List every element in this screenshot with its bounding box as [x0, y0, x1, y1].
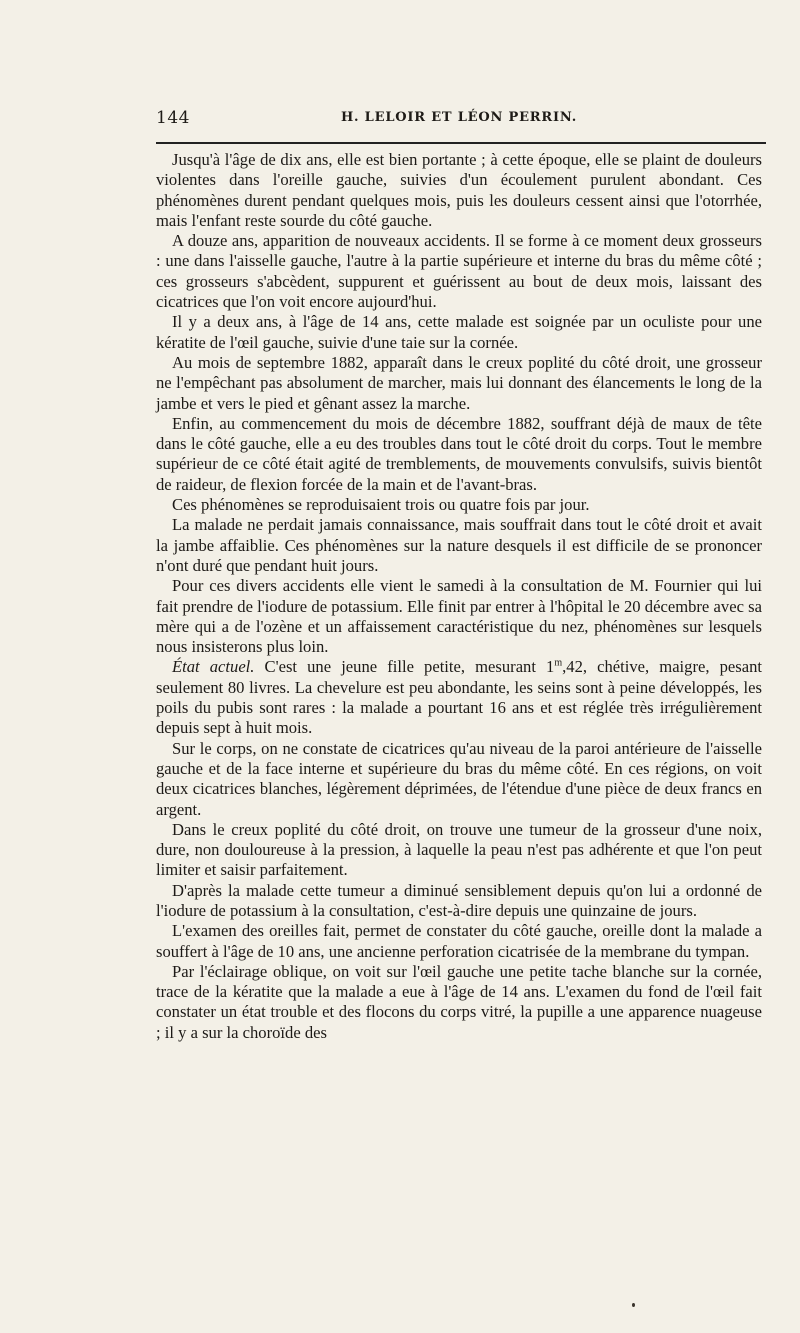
- paragraph: Sur le corps, on ne constate de cicatrices qu'au niveau de la paroi antérieure de l'aisselle gauche et de la face interne et supérieure du bras du même côté. En ces régions, on voit deux cicatrices blanches, légèrement déprimées, de l'étendue d'une pièce de deux francs en argent.: [156, 738, 762, 819]
- running-title: H. LELOIR ET LÉON PERRIN.: [340, 110, 578, 125]
- paragraph: La malade ne perdait jamais connaissance, mais souffrait dans tout le côté droit et avait la jambe affaiblie. Ces phénomènes sur la nature desquels il est difficile de se prononcer n'ont duré que pendant huit jours.: [156, 515, 762, 575]
- paragraph: A douze ans, apparition de nouveaux accidents. Il se forme à ce moment deux grosseurs : une dans l'aisselle gauche, l'autre à la partie supérieure et interne du bras du même côté ; ces grosseurs s'abcèdent, suppurent et guérissent au bout de deux mois, laissant des cicatrices que l'on voit encore aujourd'hui.: [156, 231, 762, 312]
- header-rule: [156, 142, 766, 144]
- superscript: m: [554, 657, 563, 669]
- paragraph: Enfin, au commencement du mois de décembre 1882, souffrant déjà de maux de tête dans le côté gauche, elle a eu des troubles dans tout le côté droit du corps. Tout le membre supérieur de ce côté était agité de tremblements, de mouvements convulsifs, suivis bientôt de raideur, de flexion forcée de la main et de l'avant-bras.: [156, 413, 762, 494]
- paragraph: L'examen des oreilles fait, permet de constater du côté gauche, oreille dont la malade a souffert à l'âge de 10 ans, une ancienne perforation cicatrisée de la membrane du tympan.: [156, 921, 762, 961]
- page-header: [156, 108, 762, 132]
- section-lead: État actuel.: [172, 657, 255, 677]
- paragraph: Dans le creux poplité du côté droit, on trouve une tumeur de la grosseur d'une noix, dure, non douloureuse à la pression, à laquelle la peau n'est pas adhérente et que l'on peut limiter et saisir parfaitement.: [156, 819, 762, 880]
- ink-speck: [632, 1303, 635, 1307]
- paragraph: Jusqu'à l'âge de dix ans, elle est bien portante ; à cette époque, elle se plaint de douleurs violentes dans l'oreille gauche, suivies d'un écoulement purulent abondant. Ces phénomènes durent pendant quelques mois, puis les douleurs cessent ainsi que l'otorrhée, mais l'enfant reste sourde du côté gauche.: [156, 150, 762, 230]
- paragraph-etat-actuel: [156, 657, 762, 738]
- paragraph: Au mois de septembre 1882, apparaît dans le creux poplité du côté droit, une grosseur ne l'empêchant pas absolument de marcher, mais lui donnant des élancements le long de la jambe et vers le pied et gênant assez la marche.: [156, 352, 762, 413]
- paragraph: Pour ces divers accidents elle vient le samedi à la consultation de M. Fournier qui lui fait prendre de l'iodure de potassium. Elle finit par entrer à l'hôpital le 20 décembre avec sa mère qui a de l'ozène et un affaissement caractéristique du nez, phénomènes sur lesquels nous insisterons plus loin.: [156, 576, 762, 657]
- paragraph: Par l'éclairage oblique, on voit sur l'œil gauche une petite tache blanche sur la cornée, trace de la kératite que la malade a eue à l'âge de 14 ans. L'examen du fond de l'œil fait constater un état trouble et des flocons du corps vitré, la pupille a une apparence nuageuse ; il y a sur la choroïde des: [156, 961, 762, 1042]
- text-body: [156, 150, 762, 1043]
- paragraph: Il y a deux ans, à l'âge de 14 ans, cette malade est soignée par un oculiste pour une kératite de l'œil gauche, suivie d'une taie sur la cornée.: [156, 312, 762, 352]
- paragraph: Ces phénomènes se reproduisaient trois ou quatre fois par jour.: [172, 495, 590, 515]
- paragraph-text-part: ,42, chétive, maigre, pesant seulement 80 livres. La chevelure est peu abondante, les seins sont à peine développés, les poils du pubis sont rares : la malade a pourtant 16 ans et est réglée très irrégulièrement depuis sept à huit mois.: [156, 657, 762, 738]
- paragraph: D'après la malade cette tumeur a diminué sensiblement depuis qu'on lui a ordonné de l'iodure de potassium à la consultation, c'est-à-dire depuis une quinzaine de jours.: [156, 880, 762, 920]
- paragraph-text-part: C'est une jeune fille petite, mesurant 1: [254, 657, 555, 677]
- page-number: 144: [156, 108, 190, 128]
